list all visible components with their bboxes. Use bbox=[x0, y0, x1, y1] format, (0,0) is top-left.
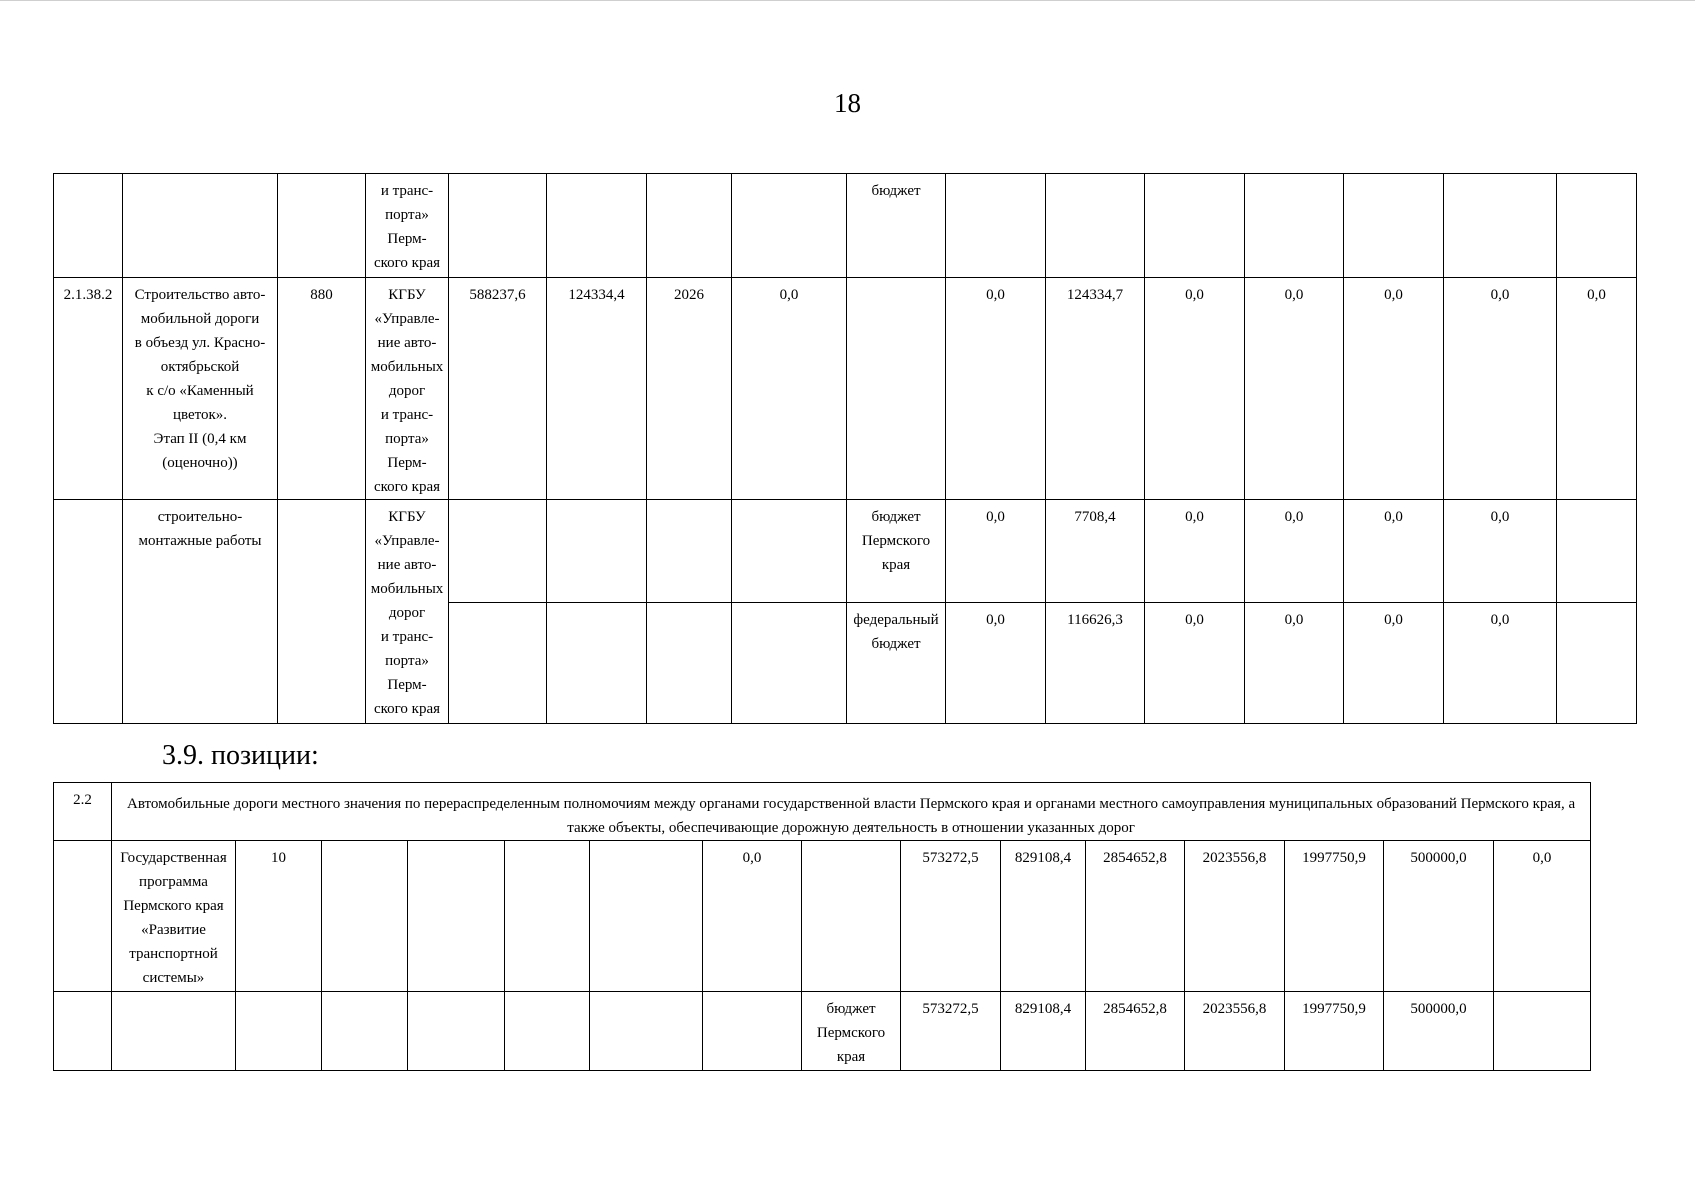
table-cell bbox=[1344, 174, 1444, 278]
table-cell bbox=[322, 992, 408, 1071]
table-cell bbox=[322, 841, 408, 992]
positions-table bbox=[53, 782, 1591, 1071]
table-cell bbox=[732, 603, 847, 724]
table-cell: 573272,5 bbox=[901, 992, 1001, 1071]
table-cell bbox=[1145, 174, 1245, 278]
table-cell: 588237,6 bbox=[449, 278, 547, 500]
table-cell: 829108,4 bbox=[1001, 992, 1086, 1071]
table-cell bbox=[547, 603, 647, 724]
table-cell bbox=[946, 174, 1046, 278]
table-cell: 2023556,8 bbox=[1185, 992, 1285, 1071]
table-cell bbox=[1245, 174, 1344, 278]
table-cell bbox=[449, 174, 547, 278]
table-cell bbox=[547, 500, 647, 603]
table-cell bbox=[278, 500, 366, 724]
table-cell bbox=[54, 992, 112, 1071]
table-cell bbox=[847, 278, 946, 500]
table-cell: 2023556,8 bbox=[1185, 841, 1285, 992]
table-cell: 573272,5 bbox=[901, 841, 1001, 992]
section-heading: 3.9. позиции: bbox=[162, 740, 319, 771]
table-cell: 0,0 bbox=[1444, 278, 1557, 500]
table-cell: бюджет Пермского края bbox=[847, 500, 946, 603]
table-cell: 0,0 bbox=[1494, 841, 1591, 992]
table-cell bbox=[54, 174, 123, 278]
table-cell: КГБУ «Управле- ние авто- мобильных дорог и транс- порта» Перм- ского края bbox=[366, 278, 449, 500]
table-cell: Строительство авто- мобильной дороги в объезд ул. Красно- октябрьской к с/о «Каменный цветок». Этап II (0,4 км (оценочно)) bbox=[123, 278, 278, 500]
section-title: Автомобильные дороги местного значения по перераспределенным полномочиям между органами государственной власти Пермского края и органами местного самоуправления муниципальных образований Пермского края, а также объекты, обеспечивающие дорожную деятельность в отношении указанных дорог bbox=[112, 783, 1591, 841]
table-cell: бюджет bbox=[847, 174, 946, 278]
table-cell: федеральный бюджет bbox=[847, 603, 946, 724]
table-cell bbox=[54, 500, 123, 724]
table-cell: 1997750,9 bbox=[1285, 841, 1384, 992]
table-cell: Государственная программа Пермского края «Развитие транспортной системы» bbox=[112, 841, 236, 992]
table-cell bbox=[703, 992, 802, 1071]
table-cell: 116626,3 bbox=[1046, 603, 1145, 724]
table-cell: 0,0 bbox=[1344, 278, 1444, 500]
table-cell bbox=[590, 841, 703, 992]
table-cell: 0,0 bbox=[946, 278, 1046, 500]
table-cell: 0,0 bbox=[1245, 278, 1344, 500]
table-cell bbox=[732, 174, 847, 278]
table-row bbox=[54, 841, 1591, 992]
table-cell: 0,0 bbox=[946, 603, 1046, 724]
table-cell: 880 bbox=[278, 278, 366, 500]
table-cell: 0,0 bbox=[1245, 500, 1344, 603]
page-number: 18 bbox=[834, 88, 861, 118]
table-cell: 2026 bbox=[647, 278, 732, 500]
table-cell: 0,0 bbox=[1444, 603, 1557, 724]
table-cell: 0,0 bbox=[1145, 603, 1245, 724]
table-cell: 0,0 bbox=[1145, 278, 1245, 500]
table-row bbox=[54, 174, 1637, 278]
table-cell: 0,0 bbox=[1344, 500, 1444, 603]
section-row bbox=[54, 783, 1591, 841]
table-cell: 0,0 bbox=[1344, 603, 1444, 724]
table-cell bbox=[449, 603, 547, 724]
table-cell: 2854652,8 bbox=[1086, 841, 1185, 992]
table-cell: 0,0 bbox=[1444, 500, 1557, 603]
table-cell: 829108,4 bbox=[1001, 841, 1086, 992]
table-cell: 124334,4 bbox=[547, 278, 647, 500]
table-cell: и транс- порта» Перм- ского края bbox=[366, 174, 449, 278]
table-cell bbox=[408, 841, 505, 992]
table-cell bbox=[54, 841, 112, 992]
table-cell: 2854652,8 bbox=[1086, 992, 1185, 1071]
table-cell bbox=[590, 992, 703, 1071]
section-number: 2.2 bbox=[54, 783, 112, 841]
table-cell bbox=[112, 992, 236, 1071]
table-cell: 10 bbox=[236, 841, 322, 992]
table-cell bbox=[123, 174, 278, 278]
table-cell: 1997750,9 bbox=[1285, 992, 1384, 1071]
table-cell: строительно- монтажные работы bbox=[123, 500, 278, 724]
table-cell: 500000,0 bbox=[1384, 841, 1494, 992]
table-cell: 500000,0 bbox=[1384, 992, 1494, 1071]
table-cell bbox=[449, 500, 547, 603]
table-cell: 2.1.38.2 bbox=[54, 278, 123, 500]
program-table-continued bbox=[53, 173, 1637, 724]
table-row bbox=[54, 500, 1637, 603]
table-cell bbox=[408, 992, 505, 1071]
table-cell: 0,0 bbox=[1245, 603, 1344, 724]
table-row bbox=[54, 278, 1637, 500]
table-cell: 0,0 bbox=[1145, 500, 1245, 603]
table-cell: 0,0 bbox=[732, 278, 847, 500]
table-cell bbox=[1444, 174, 1557, 278]
table-cell bbox=[505, 992, 590, 1071]
table-cell bbox=[1046, 174, 1145, 278]
table-cell bbox=[1494, 992, 1591, 1071]
table-cell bbox=[278, 174, 366, 278]
table-cell: 7708,4 bbox=[1046, 500, 1145, 603]
table-cell bbox=[647, 500, 732, 603]
table-cell: 124334,7 bbox=[1046, 278, 1145, 500]
table-cell: 0,0 bbox=[1557, 278, 1637, 500]
table-cell: КГБУ «Управле- ние авто- мобильных дорог и транс- порта» Перм- ского края bbox=[366, 500, 449, 724]
table-cell bbox=[1557, 500, 1637, 603]
table-cell: 0,0 bbox=[703, 841, 802, 992]
table-cell: 0,0 bbox=[946, 500, 1046, 603]
table-cell bbox=[802, 841, 901, 992]
table-cell bbox=[505, 841, 590, 992]
table-cell bbox=[732, 500, 847, 603]
table-cell bbox=[236, 992, 322, 1071]
table-cell bbox=[647, 603, 732, 724]
table-cell: бюджет Пермского края bbox=[802, 992, 901, 1071]
table-cell bbox=[1557, 174, 1637, 278]
table-row bbox=[54, 992, 1591, 1071]
table-cell bbox=[1557, 603, 1637, 724]
table-cell bbox=[647, 174, 732, 278]
table-cell bbox=[547, 174, 647, 278]
